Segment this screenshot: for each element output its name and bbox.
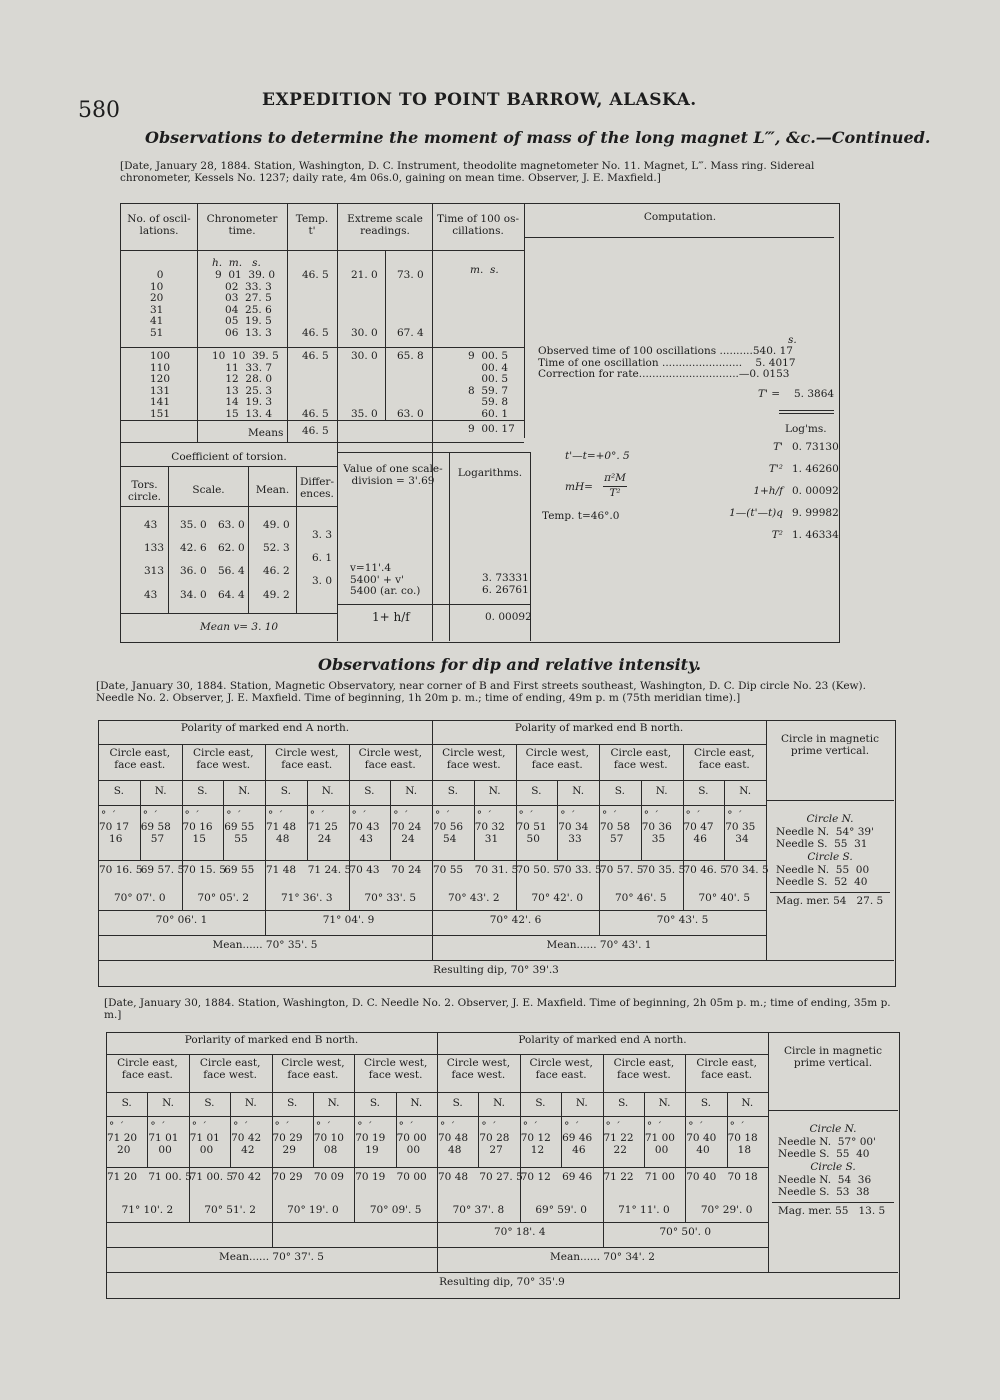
group-header: Circle west, face east. [275, 747, 339, 771]
osc-block1-scale-right: 73. 0 67. 4 [397, 269, 424, 339]
reading-cell: 71 01 00 [148, 1132, 179, 1156]
osc-block1-scale-left: 21. 0 30. 0 [351, 269, 378, 339]
resulting-dip: Resulting dip, 70° 39'.3 [433, 964, 559, 976]
col-n: N. [154, 785, 167, 797]
one-h-f-value: 0. 00092 [485, 611, 532, 623]
deg-min-unit: ° ′ [518, 809, 533, 821]
comp-mh: mH= [565, 481, 593, 493]
pair-mean: 71° 11'. 0 [618, 1204, 670, 1216]
section-note: [Date, January 28, 1884. Station, Washington, D. C. Instrument, theodolite magnetometer No. 11. Magnet, L‴. Mass ring. Sidereal chronometer, Kessels No. 1237; daily rate, 4m 06s.0, gaining on mean time. Observer, J. E. Maxfield.] [120, 160, 815, 184]
deg-min-unit: ° ′ [109, 1120, 124, 1132]
col-n: N. [327, 1097, 340, 1109]
torsion-col-scale: Scale. [192, 484, 225, 496]
pair-mean: 69° 59'. 0 [535, 1204, 587, 1216]
deg-min-unit: ° ′ [191, 1120, 207, 1132]
reading-cell: 71 01 00 [189, 1132, 220, 1156]
one-h-f: 1+ h/f [372, 610, 410, 624]
circle-s-readings: Needle N. 54 36 Needle S. 53 38 [778, 1174, 872, 1198]
deg-min-unit: ° ′ [685, 809, 700, 821]
deg-min-unit: ° ′ [315, 1120, 331, 1132]
torsion-mean-v: Mean v= 3. 10 [200, 621, 279, 633]
group-header: Circle east, face west. [613, 1057, 675, 1081]
pair-mean: 70° 43'. 2 [447, 892, 500, 904]
mean-cell: 70 00 [396, 1171, 427, 1183]
quad-mean: 70° 42'. 6 [489, 914, 542, 926]
section-title: Observations to determine the moment of mass of the long magnet L‴, &c.—Continued. [145, 128, 931, 147]
half-mean: Mean...... 70° 35'. 5 [212, 939, 318, 951]
col-s: S. [531, 785, 542, 797]
col-n: N. [493, 1097, 505, 1109]
logarithms-body: 3. 73331 6. 26761 [482, 572, 529, 596]
group-header: Circle east, face west. [199, 1057, 261, 1081]
deg-min-unit: ° ′ [184, 809, 199, 821]
reading-cell: 71 22 22 [603, 1132, 634, 1156]
reading-cell: 70 10 08 [313, 1132, 344, 1156]
col-time100: Time of 100 os- cillations. [436, 213, 520, 237]
mean-cell: 71 24. 5 [307, 864, 352, 876]
pair-mean: 70° 33'. 5 [364, 892, 417, 904]
mean-cell: 70 46. 5 [683, 864, 727, 876]
pair-mean: 70° 37'. 8 [452, 1204, 505, 1216]
reading-cell: 69 46 46 [562, 1132, 593, 1156]
deg-min-unit: ° ′ [605, 1120, 620, 1132]
means-temp: 46. 5 [302, 425, 329, 437]
group-header: Circle east, face east. [117, 1057, 178, 1081]
deg-min-unit: ° ′ [268, 809, 283, 821]
pair-mean: 70° 09'. 5 [369, 1204, 422, 1216]
magnetic-meridian: Mag. mer. 55 13. 5 [778, 1205, 886, 1217]
deg-min-unit: ° ′ [481, 1120, 496, 1132]
prime-vertical-title: Circle in magnetic prime vertical. [783, 1045, 883, 1069]
col-s: S. [197, 785, 208, 797]
deg-min-unit: ° ′ [522, 1120, 538, 1132]
deg-min-unit: ° ′ [393, 809, 408, 821]
circle-n-readings: Needle N. 54° 39' Needle S. 55 31 [776, 826, 874, 850]
quad-mean: 70° 18'. 4 [493, 1226, 546, 1238]
mean-cell: 70 24 [391, 864, 422, 876]
deg-min-unit: ° ′ [602, 809, 617, 821]
mean-cell: 70 12 [520, 1171, 551, 1183]
reading-cell: 70 58 57 [600, 821, 631, 845]
col-oscillations: No. of oscil- lations. [127, 213, 191, 237]
group-header: Circle west, face west. [363, 1057, 428, 1081]
deg-min-unit: ° ′ [226, 809, 241, 821]
mean-cell: 70 27. 5 [479, 1171, 523, 1183]
means-time100: 9 00. 17 [468, 423, 515, 435]
col-n: N. [405, 785, 418, 797]
col-n: N. [658, 1097, 671, 1109]
mean-cell: 70 43 [349, 864, 380, 876]
mean-cell: 71 20 [107, 1171, 138, 1183]
mean-cell: 70 34. 5 [725, 864, 769, 876]
deg-min-unit: ° ′ [435, 809, 450, 821]
deg-min-unit: ° ′ [309, 809, 325, 821]
pair-mean: 71° 10'. 2 [121, 1204, 174, 1216]
reading-cell: 70 47 46 [683, 821, 714, 845]
polarity-right: Polarity of marked end A north. [518, 1034, 687, 1046]
mean-cell: 70 31. 5 [474, 864, 519, 876]
resulting-dip: Resulting dip, 70° 35'.9 [439, 1276, 565, 1288]
col-s: S. [452, 1097, 463, 1109]
mean-cell: 70 29 [272, 1171, 303, 1183]
pair-mean: 70° 29'. 0 [700, 1204, 753, 1216]
col-n: N. [162, 1097, 174, 1109]
mean-cell: 70 19 [355, 1171, 386, 1183]
col-computation: Computation. [643, 211, 717, 223]
reading-cell: 70 24 24 [391, 821, 422, 845]
osc-block2-scale-right: 65. 8 63. 0 [397, 350, 424, 420]
reading-cell: 70 00 00 [396, 1132, 427, 1156]
pair-mean: 70° 07'. 0 [113, 892, 166, 904]
group-header: Circle east, face east. [693, 747, 755, 771]
torsion-scale-left: 35. 0 42. 6 36. 0 34. 0 [180, 519, 207, 601]
page-number: 580 [78, 98, 120, 123]
reading-cell: 70 35 34 [725, 821, 756, 845]
osc-block1-chron: 9 01 39. 0 02 33. 3 03 27. 5 04 25. 6 05 19. 5 06 13. 3 [215, 269, 276, 339]
magnetic-meridian: Mag. mer. 54 27. 5 [776, 895, 884, 907]
col-n: N. [739, 785, 752, 797]
osc-block2-chron: 10 10 39. 5 11 33. 7 12 28. 0 13 25. 3 14 19. 3 15 13. 4 [212, 350, 279, 420]
dip2-note: [Date, January 30, 1884. Station, Washington, D. C. Needle No. 2. Observer, J. E. Maxfield. Time of beginning, 2h 05m p. m.; time of ending, 35m p. m.] [104, 997, 891, 1021]
group-header: Circle west, face east. [358, 747, 422, 771]
mean-cell: 70 16. 5 [99, 864, 143, 876]
reading-cell: 70 18 18 [727, 1132, 758, 1156]
mean-cell: 70 33. 5 [558, 864, 602, 876]
pair-mean: 71° 36'. 3 [280, 892, 333, 904]
logarithms-header: Logarithms. [457, 467, 523, 479]
reading-cell: 70 32 31 [474, 821, 505, 845]
chron-units: h. m. s. [212, 257, 261, 269]
reading-cell: 71 00 00 [644, 1132, 675, 1156]
deg-min-unit: ° ′ [560, 809, 575, 821]
pair-mean: 70° 19'. 0 [287, 1204, 339, 1216]
mean-cell: 70 40 [686, 1171, 717, 1183]
osc-block1-no: 0 10 20 31 41 51 [150, 269, 164, 339]
group-header: Circle east, face east. [696, 1057, 757, 1081]
polarity-right: Polarity of marked end B north. [514, 722, 684, 734]
col-s: S. [700, 1097, 712, 1109]
col-s: S. [287, 1097, 298, 1109]
torsion-scale-right: 63. 0 62. 0 56. 4 64. 4 [218, 519, 245, 601]
quad-mean: 71° 04'. 9 [322, 914, 375, 926]
quad-mean: 70° 50'. 0 [659, 1226, 712, 1238]
col-s: S. [698, 785, 709, 797]
reading-cell: 70 16 15 [182, 821, 213, 845]
reading-cell: 70 28 27 [479, 1132, 510, 1156]
col-scale: Extreme scale readings. [347, 213, 423, 237]
half-mean: Mean...... 70° 34'. 2 [550, 1251, 655, 1263]
group-header: Circle west, face west. [442, 747, 506, 771]
reading-cell: 70 48 48 [438, 1132, 469, 1156]
comp-t-value: 5. 3864 [794, 388, 835, 400]
reading-cell: 70 17 16 [99, 821, 130, 845]
col-n: N. [244, 1097, 257, 1109]
half-mean: Mean...... 70° 43'. 1 [546, 939, 652, 951]
col-chronometer: Chronometer time. [206, 213, 278, 237]
torsion-mean: 49. 0 52. 3 46. 2 49. 2 [263, 519, 290, 601]
col-n: N. [488, 785, 501, 797]
dip-section-title: Observations for dip and relative intensity. [318, 655, 702, 674]
means-label: Means [248, 427, 284, 439]
deg-min-unit: ° ′ [357, 1120, 372, 1132]
reading-cell: 70 12 12 [520, 1132, 551, 1156]
pair-mean: 70° 05'. 2 [197, 892, 250, 904]
col-n: N. [741, 1097, 754, 1109]
mean-cell: 70 42 [231, 1171, 262, 1183]
osc-block2-time100: 9 00. 5 00. 4 00. 5 8 59. 7 59. 8 60. 1 [468, 350, 509, 420]
reading-cell: 70 42 42 [231, 1132, 262, 1156]
comp-log-labels: T' T'² 1+h/f 1—(t'—t)q T² [729, 441, 783, 541]
scale-value-header: Value of one scale- division = 3'.69 [343, 463, 443, 487]
col-s: S. [280, 785, 291, 797]
pair-mean: 70° 46'. 5 [614, 892, 667, 904]
mean-cell: 70 18 [727, 1171, 758, 1183]
deg-min-unit: ° ′ [101, 809, 116, 821]
reading-cell: 70 34 33 [558, 821, 589, 845]
time-units: m. s. [470, 264, 499, 276]
circle-s-readings: Needle N. 55 00 Needle S. 52 40 [776, 864, 870, 888]
col-s: S. [113, 785, 124, 797]
pair-mean: 70° 42'. 0 [531, 892, 584, 904]
torsion-col-diff: Differ- ences. [299, 476, 335, 500]
group-header: Circle east, face west. [192, 747, 254, 771]
mean-cell: 69 46 [562, 1171, 593, 1183]
reading-cell: 71 25 24 [307, 821, 338, 845]
col-s: S. [535, 1097, 546, 1109]
mean-cell: 70 55 [433, 864, 464, 876]
reading-cell: 69 58 57 [140, 821, 171, 845]
reading-cell: 70 40 40 [686, 1132, 717, 1156]
mean-cell: 70 09 [313, 1171, 344, 1183]
deg-min-unit: ° ′ [688, 1120, 703, 1132]
col-s: S. [121, 1097, 132, 1109]
polarity-left: Porlarity of marked end B north. [184, 1034, 359, 1046]
torsion-circle: 43 133 313 43 [144, 519, 165, 601]
torsion-col-circle: Tors. circle. [127, 479, 162, 503]
col-n: N. [321, 785, 334, 797]
quad-mean: 70° 06'. 1 [155, 914, 208, 926]
mean-cell: 71 22 [603, 1171, 634, 1183]
reading-cell: 70 43 43 [349, 821, 380, 845]
col-s: S. [364, 785, 375, 797]
reading-cell: 70 19 19 [355, 1132, 386, 1156]
deg-min-unit: ° ′ [274, 1120, 289, 1132]
half-mean: Mean...... 70° 37'. 5 [219, 1251, 324, 1263]
osc-block2-no: 100 110 120 131 141 151 [150, 350, 171, 420]
col-n: N. [410, 1097, 423, 1109]
circle-n-label: Circle N. [806, 813, 854, 825]
mean-cell: 69 57. 5 [140, 864, 185, 876]
group-header: Circle west, face east. [529, 1057, 593, 1081]
mean-cell: 70 15. 5 [182, 864, 226, 876]
reading-cell: 70 56 54 [433, 821, 464, 845]
deg-min-unit: ° ′ [729, 1120, 744, 1132]
col-n: N. [575, 1097, 588, 1109]
deg-min-unit: ° ′ [646, 1120, 662, 1132]
circle-s-label: Circle S. [807, 851, 853, 863]
comp-temp-t: Temp. t=46°.0 [542, 510, 620, 522]
deg-min-unit: ° ′ [643, 809, 659, 821]
osc-block2-temp: 46. 5 46. 5 [302, 350, 329, 420]
deg-min-unit: ° ′ [398, 1120, 413, 1132]
torsion-title: Coefficient of torsion. [171, 451, 287, 463]
circle-n-label: Circle N. [809, 1123, 857, 1135]
col-n: N. [655, 785, 668, 797]
comp-mh-num: π²M [604, 472, 626, 484]
prime-vertical-title: Circle in magnetic prime vertical. [780, 733, 880, 757]
polarity-left: Polarity of marked end A north. [180, 722, 350, 734]
deg-min-unit: ° ′ [564, 1120, 579, 1132]
deg-min-unit: ° ′ [142, 809, 158, 821]
group-header: Circle west, face west. [446, 1057, 511, 1081]
group-header: Circle west, face east. [525, 747, 589, 771]
reading-cell: 70 51 50 [516, 821, 547, 845]
col-n: N. [238, 785, 251, 797]
col-n: N. [572, 785, 585, 797]
reading-cell: 70 36 35 [641, 821, 672, 845]
mean-cell: 70 57. 5 [600, 864, 644, 876]
deg-min-unit: ° ′ [150, 1120, 165, 1132]
col-s: S. [369, 1097, 381, 1109]
mean-cell: 70 35. 5 [641, 864, 686, 876]
deg-min-unit: ° ′ [233, 1120, 248, 1132]
comp-logms: Log'ms. [785, 423, 827, 435]
group-header: Circle east, face west. [610, 747, 672, 771]
torsion-col-mean: Mean. [255, 484, 290, 496]
mean-cell: 71 00 [644, 1171, 675, 1183]
deg-min-unit: ° ′ [476, 809, 492, 821]
col-s: S. [447, 785, 458, 797]
circle-n-readings: Needle N. 57° 00' Needle S. 55 40 [778, 1136, 876, 1160]
col-temp: Temp. t' [295, 213, 329, 237]
comp-lines: Observed time of 100 oscillations ..........540. 17 Time of one oscillation ........................ 5. 4017 Correction for rate..............................—0. 0153 [538, 345, 796, 381]
mean-cell: 71 00. 5 [148, 1171, 192, 1183]
osc-block1-temp: 46. 5 46. 5 [302, 269, 329, 339]
torsion-diff: 3. 3 6. 1 3. 0 [312, 529, 333, 588]
mean-cell: 69 55 [224, 864, 255, 876]
scale-value-body: v=11'.4 5400' + v' 5400 (ar. co.) [350, 562, 421, 598]
comp-mh-den: T² [609, 487, 621, 499]
comp-log-values: 0. 73130 1. 46260 0. 00092 9. 99982 1. 46334 [792, 441, 839, 541]
osc-block2-scale-left: 30. 0 35. 0 [351, 350, 378, 420]
reading-cell: 71 48 48 [266, 821, 297, 845]
comp-t-diff: t'—t=+0°. 5 [565, 450, 630, 462]
group-header: Circle west, face east. [281, 1057, 345, 1081]
quad-mean: 70° 43'. 5 [656, 914, 709, 926]
mean-cell: 70 50. 5 [516, 864, 560, 876]
col-s: S. [614, 785, 625, 797]
deg-min-unit: ° ′ [440, 1120, 455, 1132]
running-head: EXPEDITION TO POINT BARROW, ALASKA. [262, 90, 697, 110]
reading-cell: 70 29 29 [272, 1132, 303, 1156]
pair-mean: 70° 40'. 5 [698, 892, 751, 904]
dip1-note: [Date, January 30, 1884. Station, Magnetic Observatory, near corner of B and First streets southeast, Washington, D. C. Dip circle No. 23 (Kew). Needle No. 2. Observer, J. E. Maxfield. Time of beginning, 1h 20m p. m.; time of ending, 49m p. m (75th meridian time).] [96, 680, 866, 704]
col-s: S. [204, 1097, 215, 1109]
circle-s-label: Circle S. [810, 1161, 856, 1173]
mean-cell: 71 00. 5 [189, 1171, 234, 1183]
col-s: S. [618, 1097, 629, 1109]
comp-t-label: T' = [758, 388, 781, 400]
mean-cell: 70 48 [438, 1171, 469, 1183]
group-header: Circle east, face east. [109, 747, 171, 771]
reading-cell: 71 20 20 [107, 1132, 138, 1156]
reading-cell: 69 55 55 [224, 821, 255, 845]
deg-min-unit: ° ′ [727, 809, 742, 821]
mean-cell: 71 48 [266, 864, 297, 876]
deg-min-unit: ° ′ [351, 809, 366, 821]
pair-mean: 70° 51'. 2 [204, 1204, 256, 1216]
comp-s-unit: s. [788, 334, 797, 346]
